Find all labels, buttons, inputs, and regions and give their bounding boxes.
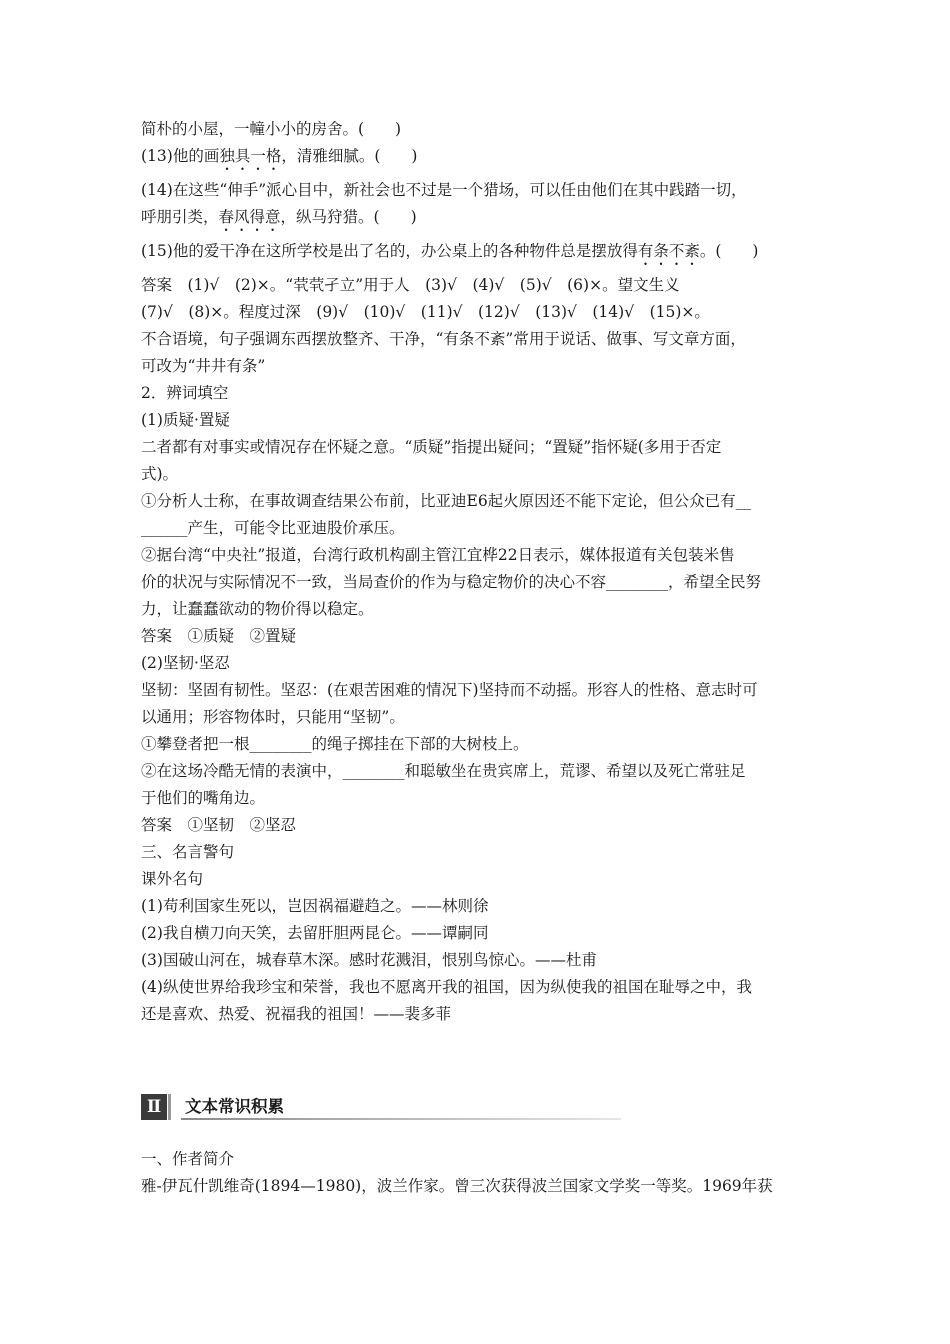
word-pair: (1)质疑·置疑 — [141, 411, 230, 429]
text-line: ①攀登者把一根________的绳子掷挂在下部的大树枝上。 — [141, 735, 529, 753]
subheading: 课外名句 — [141, 870, 204, 888]
answer-line: 答案 ①坚韧 ②坚忍 — [141, 816, 297, 834]
document-body-continued — [141, 1148, 813, 1202]
emphasized-phrase: 春风得意 — [218, 208, 281, 226]
document-body — [141, 118, 813, 1030]
answer-line: 答案 (1)√ (2)×。“茕茕孑立”用于人 (3)√ (4)√ (5)√ (6)×。望文生义 — [141, 276, 680, 294]
text-line: 雅-伊瓦什凯维奇(1894—1980)，波兰作家。曾三次获得波兰国家文学奖一等奖。1969年获 — [141, 1177, 773, 1195]
text-line: 以通用；形容物体时，只能用“坚韧”。 — [141, 708, 405, 726]
answer-line: 不合语境，句子强调东西摆放整齐、干净，“有条不紊”常用于说话、做事、写文章方面， — [141, 330, 746, 348]
text-line: 式)。 — [141, 465, 179, 483]
emphasized-phrase: 有条不紊 — [637, 242, 700, 260]
text-line: ______产生，可能令比亚迪股价承压。 — [141, 519, 405, 537]
text-line: (14)在这些“伸手”派心目中，新社会也不过是一个猎场，可以任由他们在其中践踏一切， — [141, 181, 747, 199]
text-line: 简朴的小屋，一幢小小的房舍。( ) — [141, 120, 402, 138]
answer-line: (7)√ (8)×。程度过深 (9)√ (10)√ (11)√ (12)√ (13)√ (14)√ (15)×。 — [141, 303, 710, 321]
section-heading: 一、作者简介 — [141, 1150, 235, 1168]
section-heading: 三、名言警句 — [141, 843, 235, 861]
text-line: (13)他的画独具一格，清雅细腻。( ) — [141, 147, 418, 165]
quote-line: (3)国破山河在，城春草木深。感时花溅泪，恨别鸟惊心。——杜甫 — [141, 951, 597, 969]
text-line: 力，让蠢蠢欲动的物价得以稳定。 — [141, 600, 374, 618]
text-line: (15)他的爱干净在这所学校是出了名的，办公桌上的各种物件总是摆放得有条不紊。( ) — [141, 242, 759, 260]
section-title: 文本常识积累 — [185, 1097, 284, 1116]
quote-line: 还是喜欢、热爱、祝福我的祖国！——裴多菲 — [141, 1005, 452, 1023]
text-line: ①分析人士称，在事故调查结果公布前，比亚迪E6起火原因还不能下定论，但公众已有__ — [141, 492, 752, 510]
word-pair: (2)坚韧·坚忍 — [141, 654, 230, 672]
text-line: 于他们的嘴角边。 — [141, 789, 266, 807]
text-line: 价的状况与实际情况不一致，当局查价的作为与稳定物价的决心不容________，希望全民努 — [141, 573, 762, 591]
text-line: 坚韧：坚固有韧性。坚忍：(在艰苦困难的情况下)坚持而不动摇。形容人的性格、意志时可 — [141, 681, 758, 699]
answer-line: 答案 ①质疑 ②置疑 — [141, 627, 297, 645]
question-heading: 2．辨词填空 — [141, 384, 229, 402]
text-line: 二者都有对事实或情况存在怀疑之意。“质疑”指提出疑问；“置疑”指怀疑(多用于否定 — [141, 438, 722, 456]
quote-line: (4)纵使世界给我珍宝和荣誉，我也不愿离开我的祖国，因为纵使我的祖国在耻辱之中，我 — [141, 978, 752, 996]
emphasized-phrase: 独具一格 — [219, 147, 282, 165]
quote-line: (1)苟利国家生死以，岂因祸福避趋之。——林则徐 — [141, 897, 489, 915]
text-line: ②在这场冷酷无情的表演中，________和聪敏坐在贵宾席上，荒谬、希望以及死亡常驻足 — [141, 762, 746, 780]
answer-line: 可改为“井井有条” — [141, 357, 266, 375]
section-divider — [181, 1118, 621, 1120]
section-header — [141, 1094, 813, 1120]
text-line: ②据台湾“中央社”报道，台湾行政机构副主管江宜桦22日表示，媒体报道有关包装米售 — [141, 546, 735, 564]
text-line: 呼朋引类，春风得意，纵马狩猎。( ) — [141, 208, 417, 226]
section-number-badge: Ⅱ — [141, 1094, 167, 1120]
quote-line: (2)我自横刀向天笑，去留肝胆两昆仑。——谭嗣同 — [141, 924, 489, 942]
